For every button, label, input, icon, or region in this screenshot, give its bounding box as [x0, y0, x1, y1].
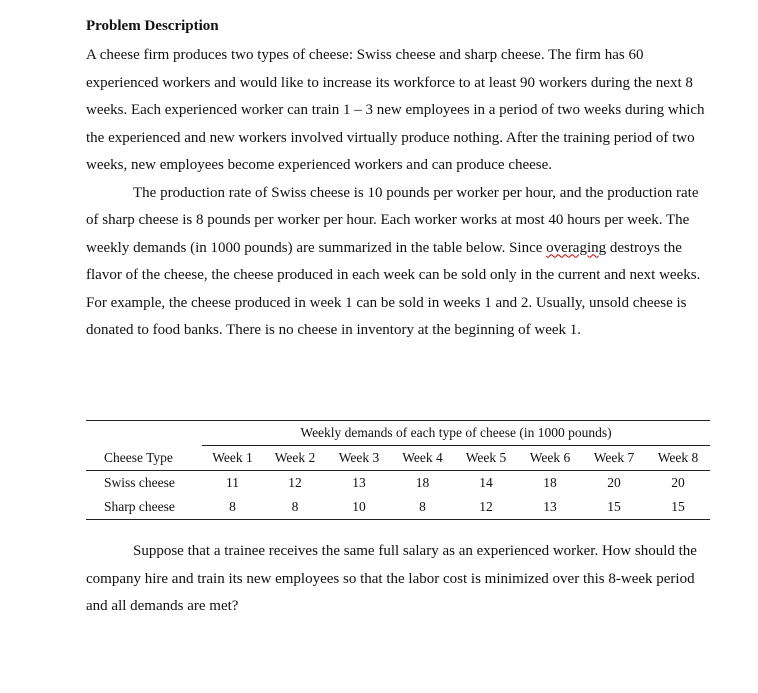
column-header-cheese-type: Cheese Type — [86, 446, 202, 471]
production-text-after: destroys the flavor of the cheese, the cheese produced in each week can be sold only in the current and next weeks. For example, the cheese produced in week 1 can be sold in weeks 1 and 2. Usually, unsold cheese is donated to food banks. There is no cheese in inventory at the beginning of week 1. — [86, 239, 701, 338]
column-header-week: Week 1 — [202, 446, 263, 471]
table-cell: 11 — [226, 475, 239, 490]
row-label: Swiss cheese — [104, 475, 175, 490]
demand-table — [86, 420, 710, 520]
production-paragraph — [86, 180, 714, 345]
table-cell: 12 — [479, 499, 493, 514]
column-header-week: Week 3 — [327, 446, 391, 471]
table-cell: 13 — [543, 499, 557, 514]
column-header-week: Week 4 — [391, 446, 454, 471]
table-cell: 15 — [671, 499, 685, 514]
table-cell: 8 — [419, 499, 426, 514]
table-caption: Weekly demands of each type of cheese (in 1000 pounds) — [202, 421, 710, 446]
table-row-swiss — [86, 471, 710, 496]
column-header-week: Week 8 — [646, 446, 710, 471]
table-cell: 15 — [607, 499, 621, 514]
intro-paragraph: A cheese firm produces two types of cheese: Swiss cheese and sharp cheese. The firm has 60 experienced workers and would like to increase its workforce to at least 90 workers during the next 8 weeks. Each experienced worker can train 1 – 3 new employees in a period of two weeks during which the experienced and new workers involved virtually produce nothing. After the training period of two weeks, new employees become experienced workers and can produce cheese. — [86, 47, 705, 173]
table-cell: 10 — [352, 499, 366, 514]
demand-table-container — [86, 420, 710, 520]
problem-heading: Problem Description — [86, 18, 219, 34]
table-row-sharp — [86, 495, 710, 520]
table-cell: 13 — [352, 475, 366, 490]
table-cell: 8 — [291, 499, 299, 514]
document-body — [86, 12, 714, 345]
table-cell: 20 — [671, 475, 685, 490]
column-header-week: Week 6 — [518, 446, 582, 471]
table-cell: 18 — [543, 475, 557, 490]
question-section — [86, 538, 714, 621]
table-cell: 12 — [288, 475, 302, 490]
table-caption-row — [86, 421, 710, 446]
row-label: Sharp cheese — [104, 499, 175, 514]
question-paragraph: Suppose that a trainee receives the same full salary as an experienced worker. How should the company hire and train its new employees so that the labor cost is minimized over this 8-week period and all demands are met? — [86, 543, 697, 614]
column-header-week: Week 2 — [263, 446, 327, 471]
production-text-before: The production rate of Swiss cheese is 10 pounds per worker per hour, and the production rate of sharp cheese is 8 pounds per worker per hour. Each worker works at most 40 hours per week. The weekly demands (in 1000 pounds) are summarized in the table below. Since — [86, 184, 699, 256]
table-cell: 8 — [229, 499, 236, 514]
table-header-row — [86, 446, 710, 471]
column-header-week: Week 7 — [582, 446, 646, 471]
table-cell: 14 — [479, 475, 493, 490]
spellcheck-flagged-word[interactable]: overaging — [546, 239, 607, 256]
table-cell: 18 — [415, 475, 430, 490]
column-header-week: Week 5 — [454, 446, 518, 471]
table-cell: 20 — [607, 475, 621, 490]
